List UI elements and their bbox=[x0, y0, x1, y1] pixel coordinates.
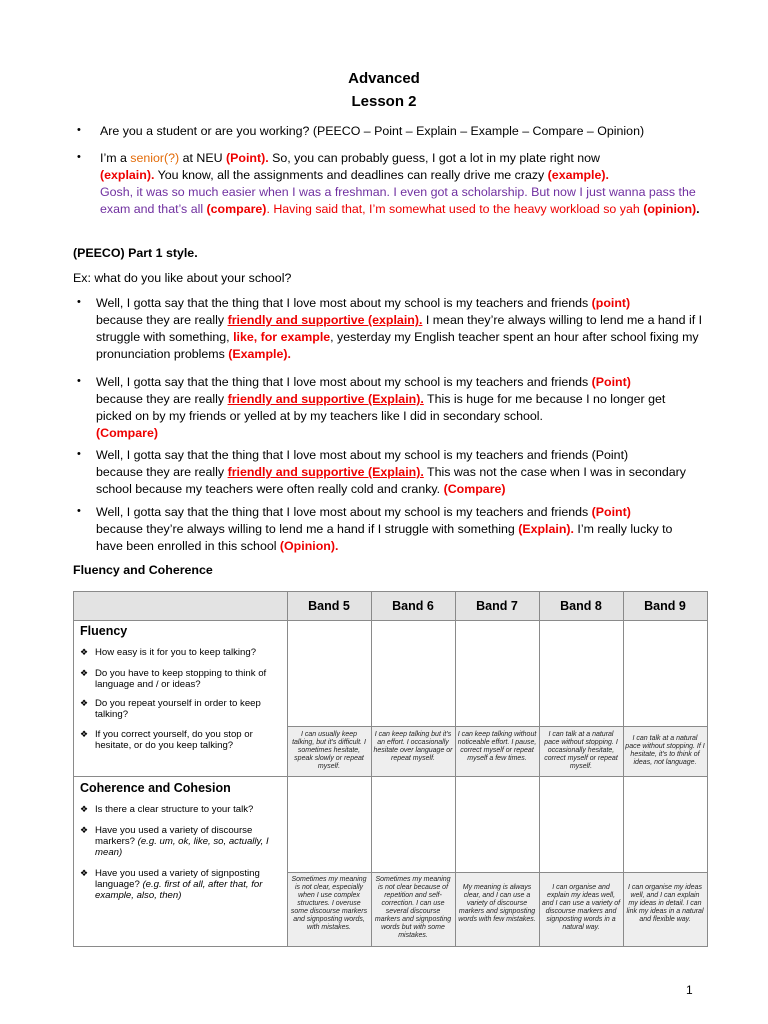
diamond-bullet-icon: ❖ bbox=[80, 698, 89, 708]
tag-compare: (compare) bbox=[206, 202, 267, 216]
coherence-band-6-descriptor: Sometimes my meaning is not clear because of repetition and self-correction. I can use several discourse markers and signposting words but with some mistakes. bbox=[374, 876, 452, 939]
tag-explain: friendly and supportive (explain). bbox=[227, 313, 423, 327]
tag-point: (Point) bbox=[591, 505, 631, 519]
answer-4 bbox=[96, 504, 701, 555]
fluency-band-5-descriptor: I can usually keep talking, but it’s difficult. I sometimes hesitate, speak slowly or repeat myself. bbox=[292, 731, 366, 770]
tag-compare: (Compare) bbox=[443, 482, 506, 496]
answer-end: . bbox=[696, 202, 700, 216]
question-text: If you correct yourself, do you stop or hesitate, or do you keep talking? bbox=[95, 729, 253, 751]
question-examples: (e.g. first of all, after that, for example, also, then) bbox=[95, 879, 263, 901]
answer-text: Well, I gotta say that the thing that I love most about my school is my teachers and friends (Point) bbox=[96, 448, 629, 462]
answer-text: You know, all the assignments and deadlines can really drive me crazy bbox=[154, 168, 548, 182]
question-text: Is there a clear structure to your talk? bbox=[95, 804, 254, 815]
diamond-bullet-icon: ❖ bbox=[80, 647, 89, 657]
diamond-bullet-icon: ❖ bbox=[80, 668, 89, 678]
band-8-header: Band 8 bbox=[560, 599, 602, 613]
fluency-band-8-descriptor: I can talk at a natural pace without stopping. I occasionally hesitate, correct myself or repeat myself. bbox=[544, 731, 618, 770]
question-text: How easy is it for you to keep talking? bbox=[95, 647, 257, 658]
question-main: Have you used a variety of signposting language? bbox=[95, 868, 260, 890]
question-text: Do you repeat yourself in order to keep talking? bbox=[95, 698, 261, 720]
answer-opinion-text: . Having said that, I’m somewhat used to the heavy workload so yah bbox=[266, 202, 644, 216]
tag-point: (point) bbox=[591, 296, 631, 310]
bullet-dot: • bbox=[77, 296, 81, 308]
answer-text: I mean they’re always willing to lend me a hand if I struggle with something, bbox=[96, 313, 703, 344]
intro-answer bbox=[100, 150, 700, 218]
fluency-title: Fluency bbox=[80, 624, 128, 638]
band-6-header: Band 6 bbox=[392, 599, 434, 613]
part1-heading: (PEECO) Part 1 style. bbox=[73, 246, 198, 260]
answer-1 bbox=[96, 295, 706, 363]
answer-text: , yesterday my English teacher spent an hour after school fixing my pronunciation problems bbox=[96, 330, 699, 361]
tag-example: (example). bbox=[547, 168, 609, 182]
grid-line bbox=[287, 872, 707, 873]
title-advanced: Advanced bbox=[348, 70, 420, 87]
rubric-table bbox=[73, 591, 708, 947]
tag-opinion: (Opinion). bbox=[279, 539, 339, 553]
grid-line bbox=[287, 592, 288, 946]
answer-text: I’m really lucky to have been enrolled in this school bbox=[96, 522, 673, 553]
answer-text: at NEU bbox=[179, 151, 227, 165]
fluency-band-9-descriptor: I can talk at a natural pace without stopping. If I hesitate, it’s to think of ideas, not language. bbox=[625, 735, 705, 766]
diamond-bullet-icon: ❖ bbox=[80, 729, 89, 739]
tag-explain: (Explain). bbox=[518, 522, 574, 536]
answer-text: This was not the case when I was in secondary school because my teachers were often really cold and cranky. bbox=[96, 465, 686, 496]
answer-text: I’m a bbox=[100, 151, 131, 165]
answer-3 bbox=[96, 447, 701, 498]
intro-question: Are you a student or are you working? (PEECO – Point – Explain – Example – Compare – Opinion) bbox=[100, 124, 645, 138]
diamond-bullet-icon: ❖ bbox=[80, 804, 89, 814]
coherence-band-5-descriptor: Sometimes my meaning is not clear, especially when I use complex structures. I overuse some discourse markers and signposting words, with mistakes. bbox=[290, 876, 368, 931]
answer-text: because they are really bbox=[96, 392, 228, 406]
answer-text: Well, I gotta say that the thing that I love most about my school is my teachers and friends bbox=[96, 505, 592, 519]
title-lesson: Lesson 2 bbox=[351, 93, 417, 110]
coherence-band-9-descriptor: I can organise my ideas well, and I can explain my ideas in detail. I can link my ideas in a natural and flexible way. bbox=[626, 884, 704, 923]
tag-example: like, for example bbox=[233, 330, 331, 344]
diamond-bullet-icon: ❖ bbox=[80, 825, 89, 835]
fluency-band-7-descriptor: I can keep talking without noticeable effort. I pause, correct myself or repeat myself a few times. bbox=[457, 731, 537, 762]
answer-text: because they are really bbox=[96, 313, 228, 327]
answer-2 bbox=[96, 374, 701, 442]
question-text: Do you have to keep stopping to think of language and / or ideas? bbox=[95, 668, 267, 690]
coherence-band-7-descriptor: My meaning is always clear, and I can use a variety of discourse markers and signposting words with few mistakes. bbox=[458, 884, 536, 923]
tag-opinion: (opinion) bbox=[643, 202, 697, 216]
grid-line bbox=[287, 726, 707, 727]
example-question: Ex: what do you like about your school? bbox=[73, 271, 292, 285]
tag-example: (Example). bbox=[228, 347, 291, 361]
rubric-heading: Fluency and Coherence bbox=[73, 563, 213, 577]
band-7-header: Band 7 bbox=[476, 599, 518, 613]
question-examples: (e.g. um, ok, like, so, actually, I mean) bbox=[95, 836, 269, 858]
coherence-title: Coherence and Cohesion bbox=[80, 781, 231, 795]
grid-line bbox=[455, 592, 456, 946]
diamond-bullet-icon: ❖ bbox=[80, 868, 89, 878]
grid-line bbox=[539, 592, 540, 946]
bullet-dot: • bbox=[77, 124, 81, 136]
answer-senior: senior(?) bbox=[130, 151, 180, 165]
tag-point: (Point) bbox=[591, 375, 631, 389]
answer-compare-text: Gosh, it was so much easier when I was a freshman. I even got a scholarship. But now I just wanna pass the exam and that’s all bbox=[100, 185, 696, 216]
bullet-dot: • bbox=[77, 375, 81, 387]
bullet-dot: • bbox=[77, 448, 81, 460]
grid-line bbox=[371, 592, 372, 946]
band-5-header: Band 5 bbox=[308, 599, 350, 613]
bullet-dot: • bbox=[77, 505, 81, 517]
tag-explain: (explain). bbox=[100, 168, 155, 182]
page-number: 1 bbox=[686, 983, 693, 997]
coherence-band-8-descriptor: I can organise and explain my ideas well, and I can use a variety of discourse markers and signposting words in a natural way. bbox=[541, 884, 621, 931]
answer-text: So, you can probably guess, I got a lot in my plate right now bbox=[268, 151, 600, 165]
tag-point: (Point). bbox=[226, 151, 269, 165]
question-text bbox=[95, 825, 283, 858]
question-main: Have you used a variety of discourse markers? bbox=[95, 825, 253, 847]
fluency-band-6-descriptor: I can keep talking but it’s an effort. I occasionally hesitate over language or repeat myself. bbox=[373, 731, 453, 762]
tag-explain: friendly and supportive (Explain). bbox=[227, 392, 424, 406]
answer-text: This is huge for me because I no longer get picked on by my friends or yelled at by my teachers like I did in secondary school. bbox=[96, 392, 666, 423]
answer-text: because they’re always willing to lend me a hand if I struggle with something bbox=[96, 522, 519, 536]
band-9-header: Band 9 bbox=[644, 599, 686, 613]
tag-compare: (Compare) bbox=[96, 426, 158, 440]
grid-line bbox=[623, 592, 624, 946]
tag-explain: friendly and supportive (Explain). bbox=[227, 465, 424, 479]
answer-text: because they are really bbox=[96, 465, 228, 479]
grid-line bbox=[74, 776, 707, 777]
bullet-dot: • bbox=[77, 151, 81, 163]
answer-text: Well, I gotta say that the thing that I love most about my school is my teachers and friends bbox=[96, 296, 592, 310]
answer-text: Well, I gotta say that the thing that I love most about my school is my teachers and friends bbox=[96, 375, 592, 389]
question-text bbox=[95, 868, 283, 901]
